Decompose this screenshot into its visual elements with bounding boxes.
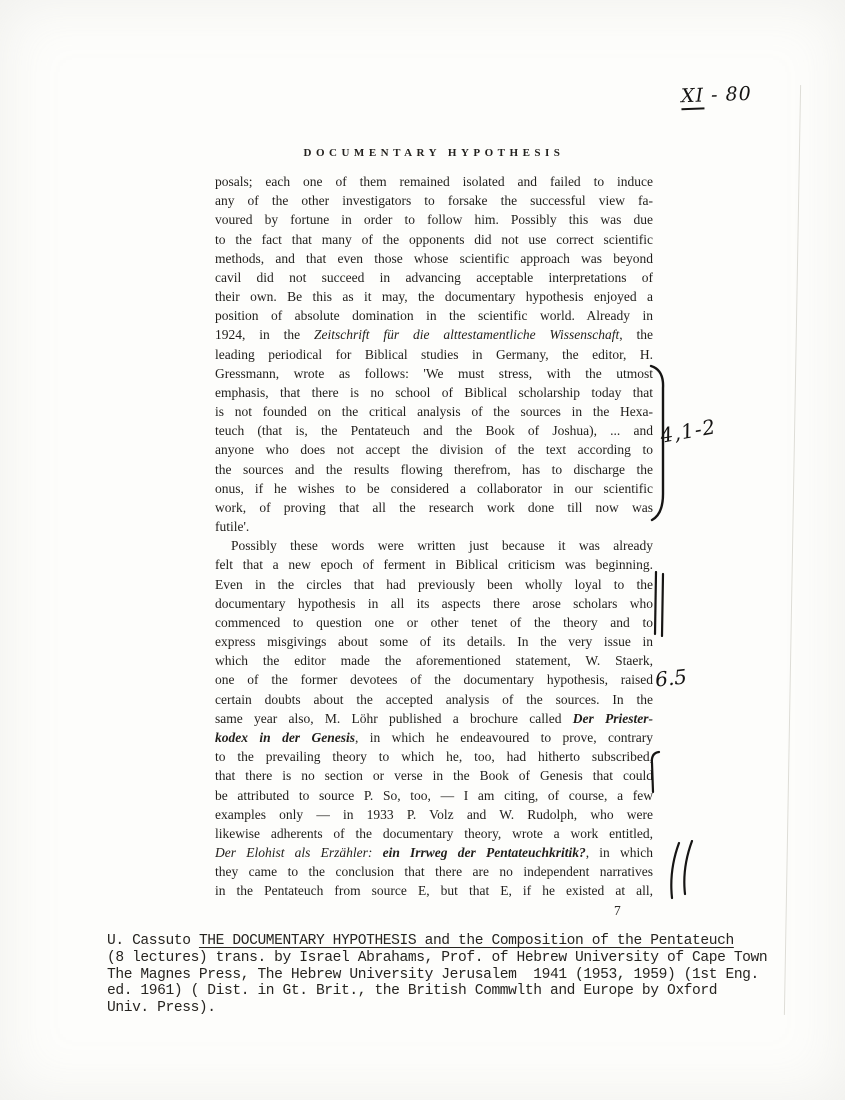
text-line: be attributed to source P. So, too, — I am citing, of course, a few: [215, 787, 653, 803]
text-line: certain doubts about the accepted analysis of the sources. In the: [215, 691, 653, 707]
text-line: The Magnes Press, The Hebrew University Jerusalem 1941 (1953, 1959) (1st Eng.: [107, 966, 759, 983]
text-line: felt that a new epoch of ferment in Biblical criticism was beginning.: [215, 557, 653, 573]
text-line: Univ. Press).: [107, 1000, 216, 1017]
text-line: to the prevailing theory to which he, too, had hitherto subscribed,: [215, 749, 653, 765]
page-title: DOCUMENTARY HYPOTHESIS: [303, 147, 565, 159]
text-line: in the Pentateuch from source E, but that E, if he existed at all,: [215, 883, 653, 899]
text-line: position of absolute domination in the scientific world. Already in: [215, 308, 653, 324]
text-line: futile'.: [215, 519, 250, 535]
text-line: which the editor made the aforementioned statement, W. Staerk,: [215, 653, 653, 669]
page-number: 7: [614, 903, 621, 918]
margin-single-bar-icon: [649, 750, 663, 794]
text-line: Gressmann, wrote as follows: 'We must stress, with the utmost: [215, 365, 653, 381]
text-line: teuch (that is, the Pentateuch and the Book of Joshua), ... and: [215, 423, 653, 439]
text-line: to the fact that many of the opponents did not use correct scientific: [215, 231, 653, 247]
text-line: leading periodical for Biblical studies in Germany, the editor, H.: [215, 346, 653, 362]
text-line: methods, and that even those whose scientific approach was beyond: [215, 250, 653, 266]
text-line: anyone who does not accept the division of the text according to: [215, 442, 653, 458]
text-line: documentary hypothesis in all its aspects there arose scholars who: [215, 595, 653, 611]
text-line: that there is no section or verse in the Book of Genesis that could: [215, 768, 653, 784]
scan-crease-artifact: [784, 85, 801, 1015]
text-line: emphasis, that there is no school of Biblical scholarship today that: [215, 384, 653, 400]
text-line: cavil did not succeed in advancing acceptable interpretations of: [215, 269, 653, 285]
text-line: commenced to question one or other tenet of the theory and to: [215, 614, 653, 630]
margin-double-slash-icon: [664, 840, 698, 900]
text-line: any of the other investigators to forsake the successful view fa-: [215, 193, 653, 209]
text-line: Der Elohist als Erzähler: ein Irrweg der Pentateuchkritik?, in which: [215, 845, 653, 861]
text-line: they came to the conclusion that there are no independent narratives: [215, 864, 653, 880]
text-line: is not founded on the critical analysis of the sources in the Hexa-: [215, 404, 653, 420]
text-line: the sources and the results flowing therefrom, has to discharge the: [215, 461, 653, 477]
citation-block: [107, 933, 767, 1017]
margin-double-bar-icon: [652, 571, 668, 637]
text-line: their own. Be this as it may, the documentary hypothesis enjoyed a: [215, 289, 653, 305]
page-ref-volume: XI: [681, 84, 705, 110]
body-text: [215, 172, 653, 901]
text-line: Possibly these words were written just because it was already: [231, 538, 653, 554]
text-line: one of the former devotees of the documentary hypothesis, raised: [215, 672, 653, 688]
text-line: same year also, M. Löhr published a brochure called Der Priester-: [215, 710, 653, 726]
text-line: kodex in der Genesis, in which he endeavoured to prove, contrary: [215, 729, 653, 745]
text-line: work, of proving that all the research work done till now was: [215, 499, 653, 515]
text-line: (8 lectures) trans. by Israel Abrahams, Prof. of Hebrew University of Cape Town: [107, 949, 768, 966]
text-line: express misgivings about some of its details. In the very issue in: [215, 634, 653, 650]
text-line: U. Cassuto THE DOCUMENTARY HYPOTHESIS and the Composition of the Pentateuch: [107, 933, 734, 949]
handwritten-page-ref: [681, 83, 752, 107]
text-line: examples only — in 1933 P. Volz and W. Rudolph, who were: [215, 806, 653, 822]
text-line: onus, if he wishes to be considered a collaborator in our scientific: [215, 480, 653, 496]
text-line: Even in the circles that had previously been wholly loyal to the: [215, 576, 653, 592]
handwritten-note-1: 4,1-2: [658, 414, 718, 448]
text-line: voured by fortune in order to follow him. Possibly this was due: [215, 212, 653, 228]
text-line: 1924, in the Zeitschrift für die alttestamentliche Wissenschaft, the: [215, 327, 653, 343]
text-line: ed. 1961) ( Dist. in Gt. Brit., the British Commwlth and Europe by Oxford: [107, 983, 718, 1000]
page-ref-page: - 80: [710, 82, 753, 107]
text-line: posals; each one of them remained isolated and failed to induce: [215, 174, 653, 189]
text-line: likewise adherents of the documentary theory, wrote a work entitled,: [215, 825, 653, 841]
handwritten-note-2: 6.5: [653, 664, 688, 692]
